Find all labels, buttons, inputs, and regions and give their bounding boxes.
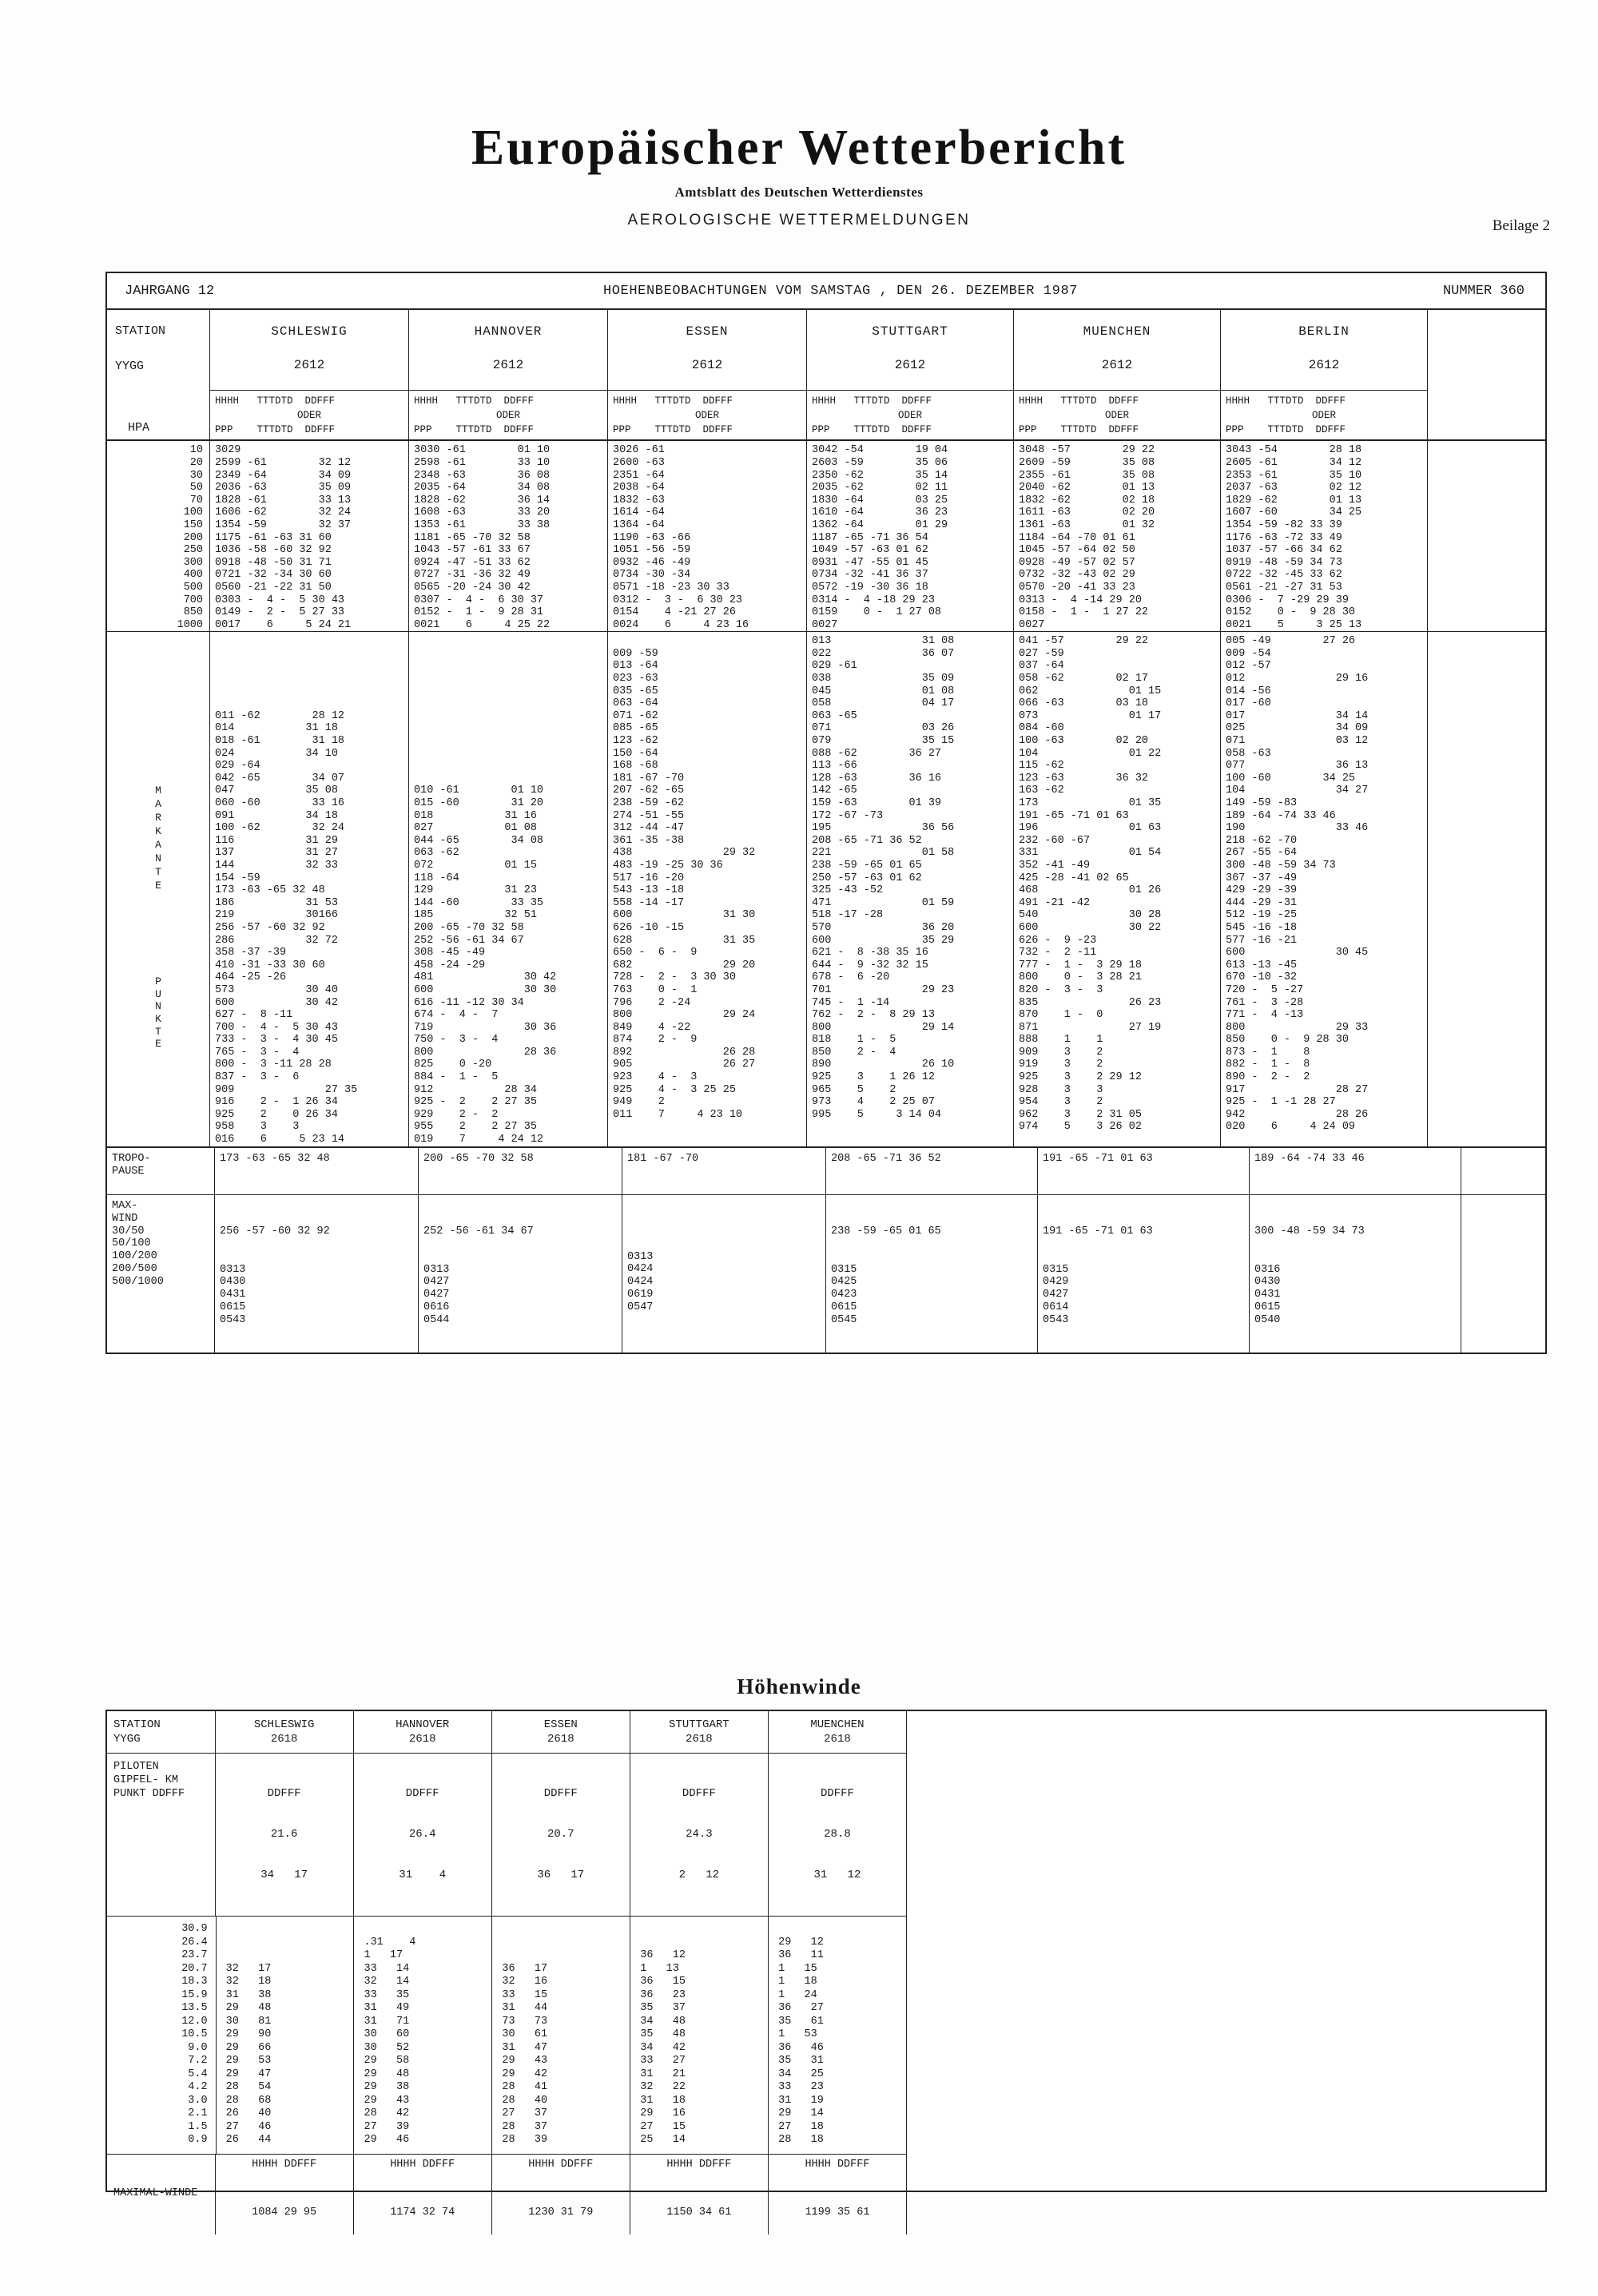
col-head-line2: ODER <box>495 410 520 422</box>
col-head-line3: PPP TTTDTD DDFFF <box>1226 424 1346 436</box>
col-head-line1: HHHH TTTDTD DDFFF <box>1226 395 1346 407</box>
maxwind-spare <box>1461 1195 1533 1353</box>
hw-winds-essen: 36 17 32 16 33 15 31 44 73 73 30 61 31 47 29 43 29 42 28 41 28 40 27 37 28 37 28 39 <box>492 1917 630 2154</box>
hw-maximal-header <box>107 2154 906 2182</box>
observation-date-label: HOEHENBEOBACHTUNGEN VOM SAMSTAG , DEN 26. DEZEMBER 1987 <box>602 283 1079 299</box>
shear-values: 0315 0425 0423 0615 0545 <box>831 1263 857 1326</box>
station-label: STATION <box>115 324 166 338</box>
station-column-essen <box>608 310 807 439</box>
hw-station-schleswig <box>216 1711 354 1753</box>
station-name: BERLIN <box>1298 324 1350 339</box>
station-time: 2612 <box>293 358 325 372</box>
station-name: SCHLESWIG <box>271 324 348 339</box>
station-column-muenchen <box>1014 310 1221 439</box>
punkte-label: P U N K T E <box>155 975 161 1051</box>
hoehenwinde-title: Höhenwinde <box>737 1674 861 1698</box>
beilage-label: Beilage 2 <box>1492 217 1550 234</box>
markante-label: M A R K A N T E <box>155 785 161 892</box>
maxwind-schleswig <box>215 1195 419 1353</box>
markante-punkte-label <box>107 632 210 1146</box>
hw-station-essen <box>492 1711 630 1753</box>
hw-station-name: ESSEN <box>543 1718 578 1731</box>
sig-column-essen: 009 -59 013 -64 023 -63 035 -65 063 -64 071 -62 085 -65 123 -62 150 -64 168 -68 181 -67 -70 207 -62 -65 238 -59 -62 274 -51 -55 312 -44 -47 361 -35 -38 438 29 32 483 -19 -25 30 36 517 -16 -20 543 -13 -18 558 -14 -17 600 31 30 626 -10 -15 628 31 35 650 - 6 - 9 682 29 20 728 - 2 - 3 30 30 763 0 - 1 796 2 -24 800 29 24 849 4 -22 874 2 - 9 892 26 28 905 26 27 923 4 - 3 925 4 - 3 25 25 949 2 011 7 4 23 10 <box>608 632 807 1146</box>
shear-values: 0313 0427 0427 0616 0544 <box>423 1263 450 1326</box>
hw-gipfel-km: 24.3 <box>686 1828 713 1841</box>
hw-station-time: 2618 <box>270 1733 298 1746</box>
hw-maximal-label: MAXIMAL-WINDE <box>107 2182 216 2234</box>
station-time: 2612 <box>691 358 723 372</box>
sig-column-schleswig: 011 -62 28 12 014 31 18 018 -61 31 18 024 34 10 029 -64 042 -65 34 07 047 35 08 060 -60 33 16 091 34 18 100 -62 32 24 116 31 29 137 31 27 144 32 33 154 -59 173 -63 -65 32 48 186 31 53 219 30166 256 -57 -60 32 92 286 32 72 358 -37 -39 410 -31 -33 30 60 464 -25 -26 573 30 40 600 30 42 627 - 8 -11 700 - 4 - 5 30 43 733 - 3 - 4 30 45 765 - 3 - 4 800 - 3 -11 28 28 837 - 3 - 6 909 27 35 916 2 - 1 26 34 925 2 0 26 34 958 3 3 016 6 5 23 14 <box>210 632 409 1146</box>
hpa-level-column: 10 20 30 50 70 100 150 200 250 300 400 500 700 850 1000 <box>107 441 210 631</box>
col-head-line1: HHHH TTTDTD DDFFF <box>1019 395 1139 407</box>
station-column-spare <box>1428 310 1495 439</box>
data-column-essen: 3026 -61 2600 -63 2351 -64 2038 -64 1832 -63 1614 -64 1364 -64 1190 -63 -66 1051 -56 -59 0932 -46 -49 0734 -30 -34 0571 -18 -23 30 33 0312 - 3 - 6 30 23 0154 4 -21 27 26 0024 6 4 23 16 <box>608 441 807 631</box>
hw-station-time: 2618 <box>408 1733 436 1746</box>
tropopause-spare <box>1461 1148 1533 1194</box>
col-head-line3: PPP TTTDTD DDFFF <box>812 424 932 436</box>
hw-station-muenchen <box>769 1711 906 1753</box>
hw-station-label: STATION <box>113 1718 161 1731</box>
hw-maximal-stuttgart: 1150 34 61 <box>630 2182 769 2234</box>
nummer-label: NUMMER 360 <box>1442 283 1524 299</box>
tropopause-label: TROPO- PAUSE <box>107 1148 215 1194</box>
maxwind-essen <box>622 1195 826 1353</box>
maxwind-shear-labels: 30/50 50/100 100/200 200/500 500/1000 <box>112 1225 164 1288</box>
data-column-muenchen: 3048 -57 29 22 2609 -59 35 08 2355 -61 35 08 2040 -62 01 13 1832 -62 02 18 1611 -63 02 20 1361 -63 01 32 1184 -64 -70 01 61 1045 -57 -64 02 50 0928 -49 -57 02 57 0732 -32 -43 02 29 0570 -20 -41 33 23 0313 - 4 -14 29 20 0158 - 1 - 1 27 22 0027 <box>1014 441 1221 631</box>
col-head-line2: ODER <box>694 410 719 422</box>
column-headings <box>608 390 806 439</box>
sig-column-muenchen: 041 -57 29 22 027 -59 037 -64 058 -62 02 17 062 01 15 066 -63 03 18 073 01 17 084 -60 100 -63 02 20 104 01 22 115 -62 123 -63 36 32 163 -62 173 01 35 191 -65 -71 01 63 196 01 63 232 -60 -67 331 01 54 352 -41 -49 425 -28 -41 02 65 468 01 26 491 -21 -42 540 30 28 600 30 22 626 - 9 -23 732 - 2 -11 777 - 1 - 3 29 18 800 0 - 3 28 21 820 - 3 - 3 835 26 23 870 1 - 0 871 27 19 888 1 1 909 3 2 919 3 2 925 3 2 29 12 928 3 3 954 3 2 962 3 2 31 05 974 5 3 26 02 <box>1014 632 1221 1146</box>
hw-maxhdr-stuttgart: HHHH DDFFF <box>630 2155 769 2182</box>
hw-gipfel-stuttgart <box>630 1754 769 1916</box>
tropopause-row <box>107 1148 1545 1195</box>
sig-column-berlin: 005 -49 27 26 009 -54 012 -57 012 29 16 014 -56 017 -60 017 34 14 025 34 09 071 03 12 058 -63 077 36 13 100 -60 34 25 104 34 27 149 -59 -83 189 -64 -74 33 46 190 33 46 218 -62 -70 267 -55 -64 300 -48 -59 34 73 367 -37 -49 429 -29 -39 444 -29 -31 512 -19 -25 545 -16 -18 577 -16 -21 600 30 45 613 -13 -45 670 -10 -32 720 - 5 -27 761 - 3 -28 771 - 4 -13 800 29 33 850 0 - 9 28 30 873 - 1 8 882 - 1 - 8 890 - 2 - 2 917 28 27 925 - 1 -1 28 27 942 28 26 020 6 4 24 09 <box>1221 632 1428 1146</box>
maxwind-label <box>107 1195 215 1353</box>
maxwind-stuttgart <box>826 1195 1038 1353</box>
hw-gipfel-ddfff: 2 12 <box>678 1869 720 1881</box>
hoehenwinde-table <box>105 1710 1547 2219</box>
sig-column-hannover: 010 -61 01 10 015 -60 31 20 018 31 16 027 01 08 044 -65 34 08 063 -62 072 01 15 118 -64 129 31 23 144 -60 33 35 185 32 51 200 -65 -70 32 58 252 -56 -61 34 67 308 -45 -49 458 -24 -29 481 30 42 600 30 30 616 -11 -12 30 34 674 - 4 - 7 719 30 36 750 - 3 - 4 800 28 36 825 0 -20 884 - 1 - 5 912 28 34 925 - 2 2 27 35 929 2 - 2 955 2 2 27 35 019 7 4 24 12 <box>409 632 608 1146</box>
hw-gipfel-essen <box>492 1754 630 1916</box>
station-column-berlin <box>1221 310 1428 439</box>
hw-station-time: 2618 <box>547 1733 574 1746</box>
station-time: 2612 <box>1308 358 1340 372</box>
hoehenwinde-left <box>107 1711 907 2234</box>
col-head-line1: HHHH TTTDTD DDFFF <box>812 395 932 407</box>
hw-gipfel-ddfff: 34 17 <box>260 1869 308 1881</box>
hoehenwinde-inner <box>107 1711 1545 2234</box>
col-head-line2: ODER <box>1104 410 1129 422</box>
maxwind-berlin <box>1250 1195 1461 1353</box>
hw-ddfff-label: DDFFF <box>405 1787 439 1800</box>
column-headings <box>1014 390 1220 439</box>
col-head-line2: ODER <box>296 410 321 422</box>
maxwind-value: 252 -56 -61 34 67 <box>423 1225 534 1237</box>
hw-altitude-column: 30.9 26.4 23.7 20.7 18.3 15.9 13.5 12.0 10.5 9.0 7.2 5.4 4.2 3.0 2.1 1.5 0.9 <box>107 1917 217 2154</box>
hw-gipfel-header <box>107 1754 906 1917</box>
hw-maximal-schleswig: 1084 29 95 <box>216 2182 354 2234</box>
hw-winds-stuttgart: 36 12 1 13 36 15 36 23 35 37 34 48 35 48 34 42 33 27 31 21 32 22 31 18 29 16 27 15 25 14 <box>630 1917 769 2154</box>
data-column-hannover: 3030 -61 01 10 2598 -61 33 10 2348 -63 36 08 2035 -64 34 08 1828 -62 36 14 1608 -63 33 20 1353 -61 33 38 1181 -65 -70 32 58 1043 -57 -61 33 67 0924 -47 -51 33 62 0727 -31 -36 32 49 0565 -20 -24 30 42 0307 - 4 - 6 30 37 0152 - 1 - 9 28 31 0021 6 4 25 22 <box>409 441 608 631</box>
hw-station-name: STUTTGART <box>669 1718 729 1731</box>
station-column-stuttgart <box>807 310 1014 439</box>
hpa-label: HPA <box>128 421 150 435</box>
station-name: MUENCHEN <box>1083 324 1151 339</box>
col-head-line1: HHHH TTTDTD DDFFF <box>613 395 733 407</box>
station-time: 2612 <box>894 358 926 372</box>
maxwind-value: 256 -57 -60 32 92 <box>220 1225 330 1237</box>
station-label-column <box>107 310 210 439</box>
hw-station-name: HANNOVER <box>396 1718 450 1731</box>
hw-gipfel-ddfff: 36 17 <box>537 1869 585 1881</box>
col-head-line2: ODER <box>897 410 922 422</box>
hw-station-name: MUENCHEN <box>810 1718 865 1731</box>
hw-station-header <box>107 1711 906 1754</box>
column-headings <box>210 390 408 439</box>
data-column-schleswig: 3029 2599 -61 32 12 2349 -64 34 09 2036 -63 35 09 1828 -61 33 13 1606 -62 32 24 1354 -59 32 37 1175 -61 -63 31 60 1036 -58 -60 32 92 0918 -48 -50 31 71 0721 -32 -34 30 60 0560 -21 -22 31 50 0303 - 4 - 5 30 43 0149 - 2 - 5 27 33 0017 6 5 24 21 <box>210 441 409 631</box>
col-head-line1: HHHH TTTDTD DDFFF <box>215 395 336 407</box>
hw-yygg-label: YYGG <box>113 1733 141 1746</box>
tropopause-hannover: 200 -65 -70 32 58 <box>419 1148 622 1194</box>
maxwind-value: 300 -48 -59 34 73 <box>1254 1225 1365 1237</box>
col-head-line3: PPP TTTDTD DDFFF <box>613 424 733 436</box>
hw-winds-muenchen: 29 12 36 11 1 15 1 18 1 24 36 27 35 61 1 53 36 46 35 31 34 25 33 23 31 19 29 14 27 18 28 18 <box>778 1936 824 2146</box>
tropopause-schleswig: 173 -63 -65 32 48 <box>215 1148 419 1194</box>
masthead <box>0 0 1598 229</box>
col-head-line3: PPP TTTDTD DDFFF <box>215 424 336 436</box>
significant-levels-section <box>107 632 1545 1147</box>
station-header-block <box>107 310 1545 441</box>
hw-ddfff-label: DDFFF <box>267 1787 301 1800</box>
shear-values: 0315 0429 0427 0614 0543 <box>1043 1263 1069 1326</box>
hw-gipfel-muenchen <box>769 1754 906 1916</box>
tropopause-essen: 181 -67 -70 <box>622 1148 826 1194</box>
table-header-bar <box>107 273 1545 310</box>
col-head-line3: PPP TTTDTD DDFFF <box>1019 424 1139 436</box>
maxwind-hannover <box>419 1195 622 1353</box>
column-headings <box>409 390 607 439</box>
hw-station-time: 2618 <box>824 1733 851 1746</box>
hw-gipfel-km: 26.4 <box>408 1828 436 1841</box>
station-column-schleswig <box>210 310 409 439</box>
data-column-spare <box>1428 441 1495 631</box>
hw-station-hannover <box>354 1711 492 1753</box>
column-headings <box>1221 390 1427 439</box>
hw-maximal-essen: 1230 31 79 <box>492 2182 630 2234</box>
tropopause-berlin: 189 -64 -74 33 46 <box>1250 1148 1461 1194</box>
maxwind-value: 191 -65 -71 01 63 <box>1043 1225 1153 1237</box>
hw-gipfel-labels: PILOTEN GIPFEL- KM PUNKT DDFFF <box>107 1754 216 1916</box>
station-time: 2612 <box>1101 358 1133 372</box>
yygg-label: YYGG <box>115 359 145 373</box>
hw-wind-body <box>107 1917 906 2154</box>
hw-maximal-hannover: 1174 32 74 <box>354 2182 492 2234</box>
col-head-line1: HHHH TTTDTD DDFFF <box>414 395 535 407</box>
data-column-berlin: 3043 -54 28 18 2605 -61 34 12 2353 -61 35 10 2037 -63 02 12 1829 -62 01 13 1607 -60 34 25 1354 -59 -82 33 39 1176 -63 -72 33 49 1037 -57 -66 34 62 0919 -48 -59 34 73 0722 -32 -45 33 62 0561 -21 -27 31 53 0306 - 7 -29 29 39 0152 0 - 9 28 30 0021 5 3 25 13 <box>1221 441 1428 631</box>
col-head-line2: ODER <box>1311 410 1336 422</box>
hw-station-time: 2618 <box>686 1733 713 1746</box>
hw-ddfff-label: DDFFF <box>682 1787 716 1800</box>
hw-gipfel-km: 20.7 <box>547 1828 574 1841</box>
column-headings <box>807 390 1013 439</box>
masthead-section: AEROLOGISCHE WETTERMELDUNGEN <box>627 212 971 228</box>
hw-maxhdr-schleswig: HHHH DDFFF <box>216 2155 354 2182</box>
tropopause-stuttgart: 208 -65 -71 36 52 <box>826 1148 1038 1194</box>
aerological-table <box>105 272 1547 1354</box>
shear-values: 0313 0430 0431 0615 0543 <box>220 1263 246 1326</box>
hw-station-stuttgart <box>630 1711 769 1753</box>
hw-station-name: SCHLESWIG <box>253 1718 315 1731</box>
maxwind-value: 238 -59 -65 01 65 <box>831 1225 941 1237</box>
station-time: 2612 <box>492 358 524 372</box>
hw-gipfel-km: 28.8 <box>824 1828 851 1841</box>
hw-gipfel-km: 21.6 <box>270 1828 298 1841</box>
jahrgang-label: JAHRGANG 12 <box>125 283 215 299</box>
hw-maxhdr-essen: HHHH DDFFF <box>492 2155 630 2182</box>
page-title: Europäischer Wetterbericht <box>471 121 1127 175</box>
shear-values: 0316 0430 0431 0615 0540 <box>1254 1263 1281 1326</box>
hw-maximal-spacer <box>107 2155 216 2182</box>
hw-gipfel-ddfff: 31 4 <box>399 1869 447 1881</box>
station-name: ESSEN <box>686 324 729 339</box>
hw-labels <box>107 1711 216 1753</box>
hw-gipfel-hannover <box>354 1754 492 1916</box>
station-column-hannover <box>409 310 608 439</box>
mandatory-levels-section <box>107 441 1545 632</box>
data-column-stuttgart: 3042 -54 19 04 2603 -59 35 06 2350 -62 35 14 2035 -62 02 11 1830 -64 03 25 1610 -64 36 23 1362 -64 01 29 1187 -65 -71 36 54 1049 -57 -63 01 62 0931 -47 -55 01 45 0734 -32 -41 36 37 0572 -19 -30 36 18 0314 - 4 -18 29 23 0159 0 - 1 27 08 0027 <box>807 441 1014 631</box>
hw-maxhdr-hannover: HHHH DDFFF <box>354 2155 492 2182</box>
hw-maximal-row <box>107 2182 906 2234</box>
sig-column-spare <box>1428 632 1495 1146</box>
station-name: STUTTGART <box>872 324 948 339</box>
hw-gipfel-schleswig <box>216 1754 354 1916</box>
hw-ddfff-label: DDFFF <box>543 1787 578 1800</box>
hw-maxhdr-muenchen: HHHH DDFFF <box>805 2158 870 2171</box>
maxwind-label-text: MAX- WIND <box>112 1199 138 1225</box>
hw-ddfff-label: DDFFF <box>820 1787 854 1800</box>
tropopause-muenchen: 191 -65 -71 01 63 <box>1038 1148 1250 1194</box>
col-head-line3: PPP TTTDTD DDFFF <box>414 424 535 436</box>
hw-winds-hannover: .31 4 1 17 33 14 32 14 33 35 31 49 31 71 30 60 30 52 29 58 29 48 29 38 29 43 28 42 27 39 29 46 <box>354 1917 492 2154</box>
hw-maximal-muenchen: 1199 35 61 <box>805 2206 870 2219</box>
hoehenwinde-empty-area <box>907 1711 1545 2234</box>
hw-gipfel-ddfff: 31 12 <box>813 1869 861 1881</box>
maxwind-row <box>107 1195 1545 1353</box>
shear-values: 0313 0424 0424 0619 0547 <box>627 1250 654 1313</box>
hw-winds-schleswig: 32 17 32 18 31 38 29 48 30 81 29 90 29 66 29 53 29 47 28 54 28 68 26 40 27 46 26 44 <box>217 1917 355 2154</box>
maxwind-muenchen <box>1038 1195 1250 1353</box>
masthead-subtitle: Amtsblatt des Deutschen Wetterdienstes <box>674 185 924 200</box>
sig-column-stuttgart: 013 31 08 022 36 07 029 -61 038 35 09 045 01 08 058 04 17 063 -65 071 03 26 079 35 15 088 -62 36 27 113 -66 128 -63 36 16 142 -65 159 -63 01 39 172 -67 -73 195 36 56 208 -65 -71 36 52 221 01 58 238 -59 -65 01 65 250 -57 -63 01 62 325 -43 -52 471 01 59 518 -17 -28 570 36 20 600 35 29 621 - 8 -38 35 16 644 - 9 -32 32 15 678 - 6 -20 701 29 23 745 - 1 -14 762 - 2 - 8 29 13 800 29 14 818 1 - 5 850 2 - 4 890 26 10 925 3 1 26 12 965 5 2 973 4 2 25 07 995 5 3 14 04 <box>807 632 1014 1146</box>
station-name: HANNOVER <box>474 324 543 339</box>
